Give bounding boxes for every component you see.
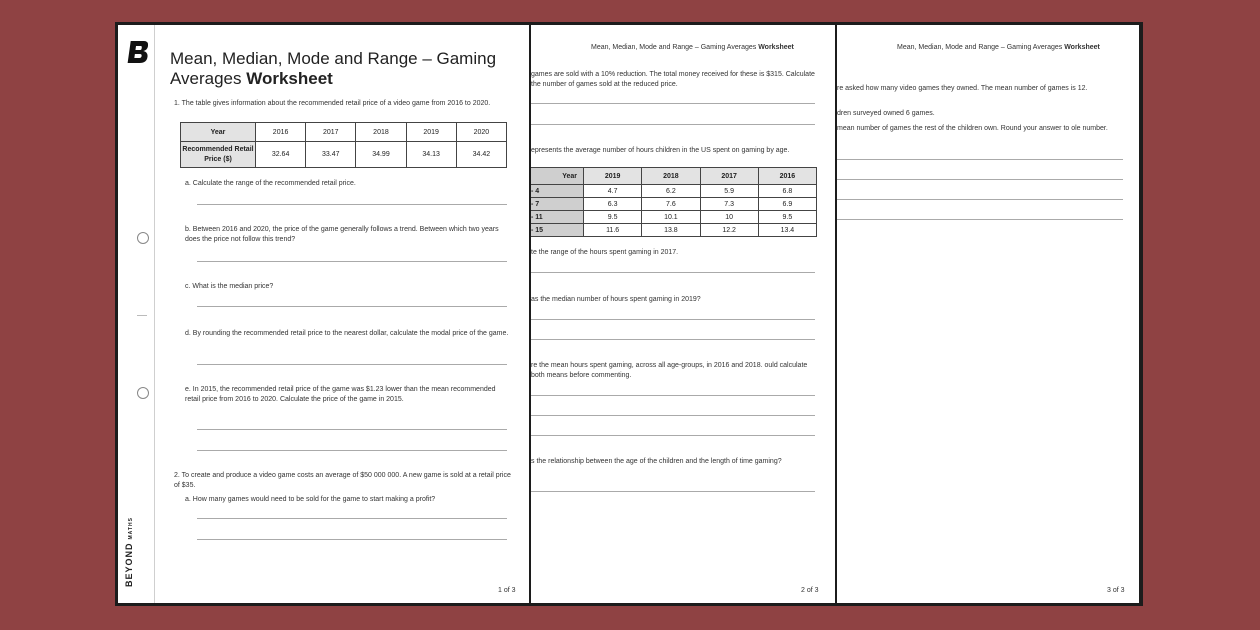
answer-line[interactable] <box>837 179 1123 180</box>
table-cell: 13.8 <box>642 224 700 237</box>
answer-line[interactable] <box>197 450 507 451</box>
question-3d: s the relationship between the age of the children and the length of time gaming? <box>531 458 782 465</box>
answer-line[interactable] <box>197 429 507 430</box>
answer-line[interactable] <box>197 261 507 262</box>
beyond-b-logo-icon <box>126 39 148 65</box>
brand-name: BEYOND <box>124 542 134 587</box>
question-1b: b. Between 2016 and 2020, the price of the game generally follows a trend. Between which two years does the price not follow this trend? <box>185 226 499 243</box>
table-cell: 9.5 <box>584 211 642 224</box>
binder-hole <box>137 387 149 399</box>
question-text: dren surveyed owned 6 games. <box>837 110 935 117</box>
question-1-text: 1. The table gives information about the recommended retail price of a video game from 2016 to 2020. <box>174 100 491 107</box>
title-line-1: Mean, Median, Mode and Range – Gaming <box>170 49 497 68</box>
question-1d: d. By rounding the recommended retail price to the nearest dollar, calculate the modal price of the game. <box>185 330 509 337</box>
table-cell: 6.8 <box>758 185 816 198</box>
binder-margin-line <box>154 25 155 603</box>
question-3a: te the range of the hours spent gaming in 2017. <box>531 249 679 256</box>
table-year-cell: 2018 <box>356 123 406 142</box>
answer-line[interactable] <box>837 199 1123 200</box>
table-price-cell: 34.13 <box>406 142 456 168</box>
table-year-cell: 2019 <box>584 168 642 185</box>
answer-line[interactable] <box>837 159 1123 160</box>
running-header <box>897 44 1100 51</box>
table-cell: 12.2 <box>700 224 758 237</box>
table-cell: 5.9 <box>700 185 758 198</box>
table-age-label: - 4 <box>531 185 584 198</box>
worksheet-page-1 <box>118 25 529 603</box>
header-bold: Worksheet <box>758 44 794 51</box>
table-year-cell: 2020 <box>456 123 506 142</box>
table-cell: 4.7 <box>584 185 642 198</box>
page-number: 1 of 3 <box>498 587 516 594</box>
answer-line[interactable] <box>197 364 507 365</box>
question-3-text: epresents the average number of hours children in the US spent on gaming by age. <box>531 147 790 154</box>
question-text: re asked how many video games they owned. The mean number of games is 12. <box>837 85 1088 92</box>
answer-line[interactable] <box>197 539 507 540</box>
page-title <box>170 49 520 89</box>
fold-mark <box>137 315 147 316</box>
worksheet-page-2 <box>531 25 835 603</box>
table-age-label: - 11 <box>531 211 584 224</box>
answer-line[interactable] <box>837 219 1123 220</box>
table-age-label: - 7 <box>531 198 584 211</box>
question-2a: a. How many games would need to be sold for the game to start making a profit? <box>185 496 436 503</box>
table-header-year: Year <box>181 123 256 142</box>
question-1e: e. In 2015, the recommended retail price of the game was $1.23 lower than the mean recommended retail price from 2016 to 2020. Calculate the price of the game in 2015. <box>185 386 496 403</box>
table-year-cell: 2019 <box>406 123 456 142</box>
page-number: 2 of 3 <box>801 587 819 594</box>
title-bold: Worksheet <box>246 69 333 88</box>
hours-table <box>531 167 817 237</box>
worksheet-page-3 <box>837 25 1139 603</box>
worksheet-preview-frame <box>115 22 1143 606</box>
table-price-cell: 33.47 <box>306 142 356 168</box>
table-cell: 13.4 <box>758 224 816 237</box>
answer-line[interactable] <box>531 319 815 320</box>
table-year-cell: 2016 <box>256 123 306 142</box>
answer-line[interactable] <box>531 272 815 273</box>
price-table <box>180 122 507 168</box>
header-text: Mean, Median, Mode and Range – Gaming Averages <box>591 44 759 51</box>
question-1c: c. What is the median price? <box>185 283 274 290</box>
answer-line[interactable] <box>531 124 815 125</box>
table-year-cell: 2016 <box>758 168 816 185</box>
table-cell: 9.5 <box>758 211 816 224</box>
answer-line[interactable] <box>197 306 507 307</box>
header-text: Mean, Median, Mode and Range – Gaming Averages <box>897 44 1065 51</box>
question-2b-text: games are sold with a 10% reduction. The total money received for these is $315. Calculate the number of games sold at the reduced price. <box>531 71 815 88</box>
table-year-cell: 2017 <box>306 123 356 142</box>
question-2-text: 2. To create and produce a video game costs an average of $50 000 000. A new game is sold at a retail price of $35. <box>174 472 511 489</box>
question-3c: re the mean hours spent gaming, across all age-groups, in 2016 and 2018. ould calculate both means before commenting. <box>531 362 808 379</box>
answer-line[interactable] <box>197 518 507 519</box>
table-year-cell: 2017 <box>700 168 758 185</box>
table-age-label: - 15 <box>531 224 584 237</box>
table-price-cell: 34.42 <box>456 142 506 168</box>
running-header <box>591 44 794 51</box>
question-3b: as the median number of hours spent gaming in 2019? <box>531 296 701 303</box>
answer-line[interactable] <box>531 491 815 492</box>
table-year-cell: 2018 <box>642 168 700 185</box>
answer-line[interactable] <box>531 339 815 340</box>
answer-line[interactable] <box>531 415 815 416</box>
table-row-label: Recommended Retail Price ($) <box>181 142 256 168</box>
question-text: mean number of games the rest of the children own. Round your answer to ole number. <box>837 125 1108 132</box>
brand-wordmark <box>124 517 134 587</box>
table-cell: 6.2 <box>642 185 700 198</box>
binder-hole <box>137 232 149 244</box>
table-cell: 7.6 <box>642 198 700 211</box>
table-cell: 10 <box>700 211 758 224</box>
table-price-cell: 34.99 <box>356 142 406 168</box>
table-header-year: Year <box>531 168 584 185</box>
header-bold: Worksheet <box>1064 44 1100 51</box>
answer-line[interactable] <box>531 395 815 396</box>
answer-line[interactable] <box>197 204 507 205</box>
table-cell: 10.1 <box>642 211 700 224</box>
table-price-cell: 32.64 <box>256 142 306 168</box>
table-cell: 6.9 <box>758 198 816 211</box>
page-number: 3 of 3 <box>1107 587 1125 594</box>
question-1a: a. Calculate the range of the recommended retail price. <box>185 180 356 187</box>
table-cell: 6.3 <box>584 198 642 211</box>
brand-sub: MATHS <box>128 517 134 540</box>
table-cell: 11.6 <box>584 224 642 237</box>
answer-line[interactable] <box>531 103 815 104</box>
title-line-2: Averages <box>170 69 247 88</box>
table-cell: 7.3 <box>700 198 758 211</box>
answer-line[interactable] <box>531 435 815 436</box>
